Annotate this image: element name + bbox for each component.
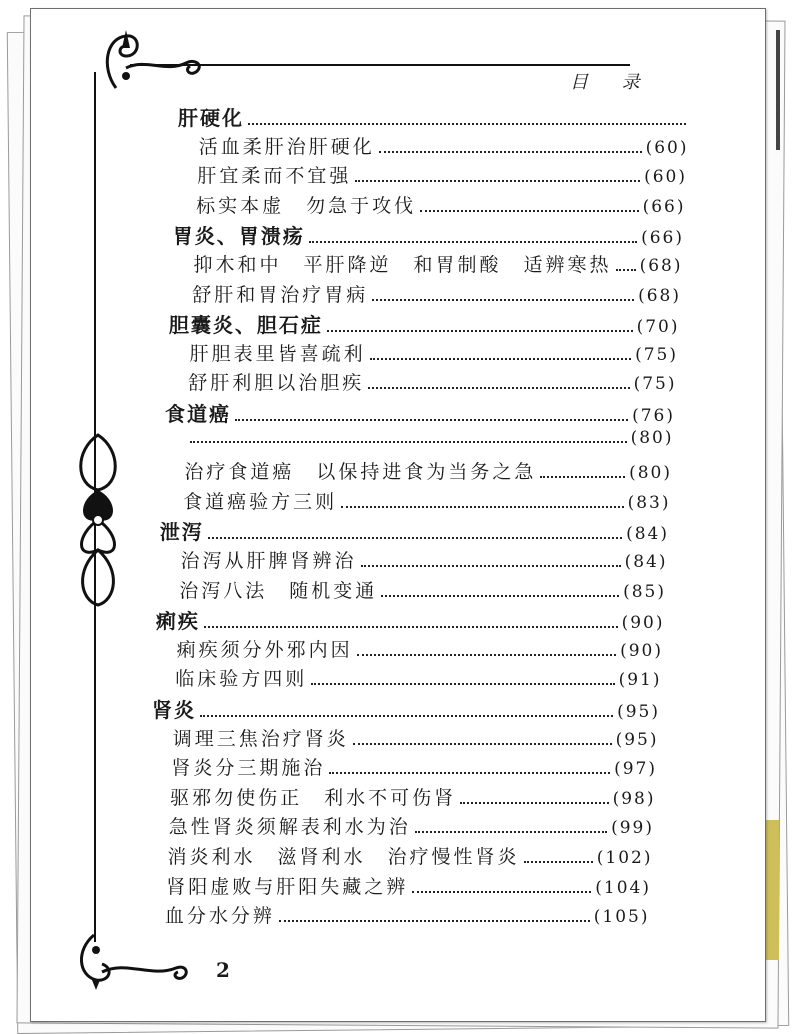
toc-page-number: (91) <box>618 670 662 691</box>
toc-entry-title: 痢疾 <box>155 609 200 634</box>
toc-dot-leader <box>370 357 631 360</box>
toc-dot-leader <box>412 890 591 893</box>
toc-entry-row <box>188 368 676 395</box>
toc-entry-title: 肝硬化 <box>178 106 244 130</box>
toc-page-number: (66) <box>641 228 684 249</box>
toc-dot-leader <box>208 536 622 539</box>
toc-entry-row <box>181 546 668 573</box>
toc-page-number: (60) <box>645 137 689 158</box>
toc-dot-leader <box>372 298 634 301</box>
toc-entry-row <box>171 753 657 780</box>
toc-entry-title: 驱邪勿使伤正 利水不可伤肾 <box>170 786 457 809</box>
page-header-title: 目 录 <box>570 72 654 93</box>
toc-page-number: (80) <box>630 427 674 448</box>
toc-chapter-row <box>169 309 680 338</box>
toc-page-number: (75) <box>635 344 678 365</box>
toc-page-number: (105) <box>593 907 650 928</box>
toc-entry-title: 临床验方四则 <box>175 668 308 691</box>
toc-dot-leader <box>311 682 614 685</box>
toc-dot-leader <box>341 505 623 508</box>
toc-page-number: (60) <box>644 167 687 188</box>
toc-entry-row <box>177 635 663 662</box>
toc-page-number: (98) <box>612 788 656 809</box>
toc-entry-title: 消炎利水 滋肾利水 治疗慢性肾炎 <box>167 846 520 868</box>
toc-entry-row <box>170 783 655 810</box>
toc-page-number: (83) <box>627 492 671 513</box>
toc-entry-title: 治泻从肝脾肾辨治 <box>180 550 357 572</box>
toc-entry-title: 标实本虚 勿急于攻伐 <box>196 194 417 217</box>
toc-entry-row <box>192 280 681 307</box>
toc-page-number: (75) <box>633 374 677 395</box>
toc-page-number: (97) <box>614 759 657 780</box>
toc-entry-row <box>175 664 661 691</box>
toc-entry-title: 胆囊炎、胆石症 <box>168 313 323 338</box>
toc-entry-row <box>184 457 672 484</box>
toc-entry-title: 肝胆表里皆喜疏利 <box>189 342 366 365</box>
toc-entry-row <box>173 724 659 751</box>
toc-dot-leader <box>235 418 628 421</box>
toc-entry-row <box>199 132 689 159</box>
toc-page-number: (66) <box>642 196 686 217</box>
toc-entry-title: 调理三焦治疗肾炎 <box>172 727 349 750</box>
toc-chapter-row <box>156 605 665 634</box>
toc-chapter-row <box>160 516 669 545</box>
toc-page-number: (85) <box>623 581 666 602</box>
toc-entry-row <box>183 487 670 514</box>
toc-chapter-row <box>178 102 690 131</box>
toc-page-number: (95) <box>615 729 659 750</box>
toc-dot-leader <box>540 475 625 478</box>
toc-dot-leader <box>353 742 612 745</box>
toc-dot-leader <box>355 179 640 182</box>
toc-page-number: (68) <box>639 256 683 276</box>
toc-entry-title: 痢疾须分外邪内因 <box>176 638 353 661</box>
toc-entry-title: 肾炎 <box>152 698 196 722</box>
toc-page-number: (76) <box>632 406 675 426</box>
toc-chapter-row <box>173 220 684 249</box>
toc-dot-leader <box>460 801 608 804</box>
toc-dot-leader <box>381 594 619 597</box>
toc-entry-title: 肾炎分三期施治 <box>171 757 326 780</box>
toc-entry-row <box>166 872 651 899</box>
toc-entry-row <box>168 842 653 869</box>
toc-entry-row <box>186 428 674 448</box>
toc-entry-title: 食道癌验方三则 <box>183 490 338 513</box>
toc-entry-row <box>197 161 687 188</box>
toc-entry-title: 泄泻 <box>159 520 204 545</box>
toc-entry-title: 活血柔肝治肝硬化 <box>198 135 375 158</box>
toc-dot-leader <box>616 268 636 271</box>
toc-entry-title: 舒肝和胃治疗胃病 <box>192 283 369 306</box>
toc-entry-row <box>169 812 654 839</box>
toc-dot-leader <box>204 625 618 628</box>
toc-entry-title: 抑木和中 平肝降逆 和胃制酸 适辨寒热 <box>193 254 612 276</box>
toc-page-number: (80) <box>629 463 672 484</box>
toc-dot-leader <box>200 714 613 717</box>
toc-entry-row <box>190 339 678 366</box>
toc-dot-leader <box>420 209 638 212</box>
toc-page-number: (70) <box>636 317 680 338</box>
toc-page-number: (104) <box>595 877 651 898</box>
toc-entry-title: 肾阳虚败与肝阳失藏之辨 <box>166 875 409 898</box>
toc-dot-leader <box>190 440 627 443</box>
toc-entry-title: 舒肝利胆以治胆疾 <box>188 372 365 395</box>
toc-dot-leader <box>357 653 616 656</box>
toc-entry-title: 治泻八法 随机变通 <box>179 579 378 602</box>
toc-page-number: (90) <box>621 613 665 634</box>
toc-dot-leader <box>368 386 629 389</box>
toc-page-number: (102) <box>596 848 653 868</box>
toc-entry-row <box>196 191 685 218</box>
toc-page-number: (68) <box>638 285 681 306</box>
toc-page-number: (84) <box>624 552 668 572</box>
toc-dot-leader <box>309 240 637 243</box>
toc-entry-title: 胃炎、胃溃疡 <box>172 224 305 249</box>
toc-entry-title: 治疗食道癌 以保持进食为当务之急 <box>184 461 537 484</box>
toc-entry-row <box>179 576 666 603</box>
toc-dot-leader <box>248 122 686 125</box>
toc-page-number: (95) <box>617 702 660 722</box>
toc-dot-leader <box>279 919 590 922</box>
toc-dot-leader <box>379 150 642 153</box>
toc-entry-title: 血分水分辨 <box>164 905 275 928</box>
toc-chapter-row <box>165 398 675 427</box>
toc-dot-leader <box>524 860 593 863</box>
toc-dot-leader <box>329 771 610 774</box>
toc-dot-leader <box>415 830 607 833</box>
toc-dot-leader <box>327 329 633 332</box>
toc-page-number: (99) <box>611 818 654 839</box>
page-number: 2 <box>216 958 230 982</box>
toc-page-number: (90) <box>620 640 663 661</box>
toc-entry-title: 肝宜柔而不宜强 <box>197 165 352 188</box>
toc-entry-title: 食道癌 <box>165 402 231 426</box>
toc-page-number: (84) <box>626 524 669 545</box>
toc-chapter-row <box>152 694 660 723</box>
toc-entry-row <box>194 250 683 277</box>
toc-entry-title: 急性肾炎须解表利水为治 <box>168 816 411 839</box>
toc-entry-row <box>165 901 650 928</box>
toc-dot-leader <box>361 564 621 567</box>
